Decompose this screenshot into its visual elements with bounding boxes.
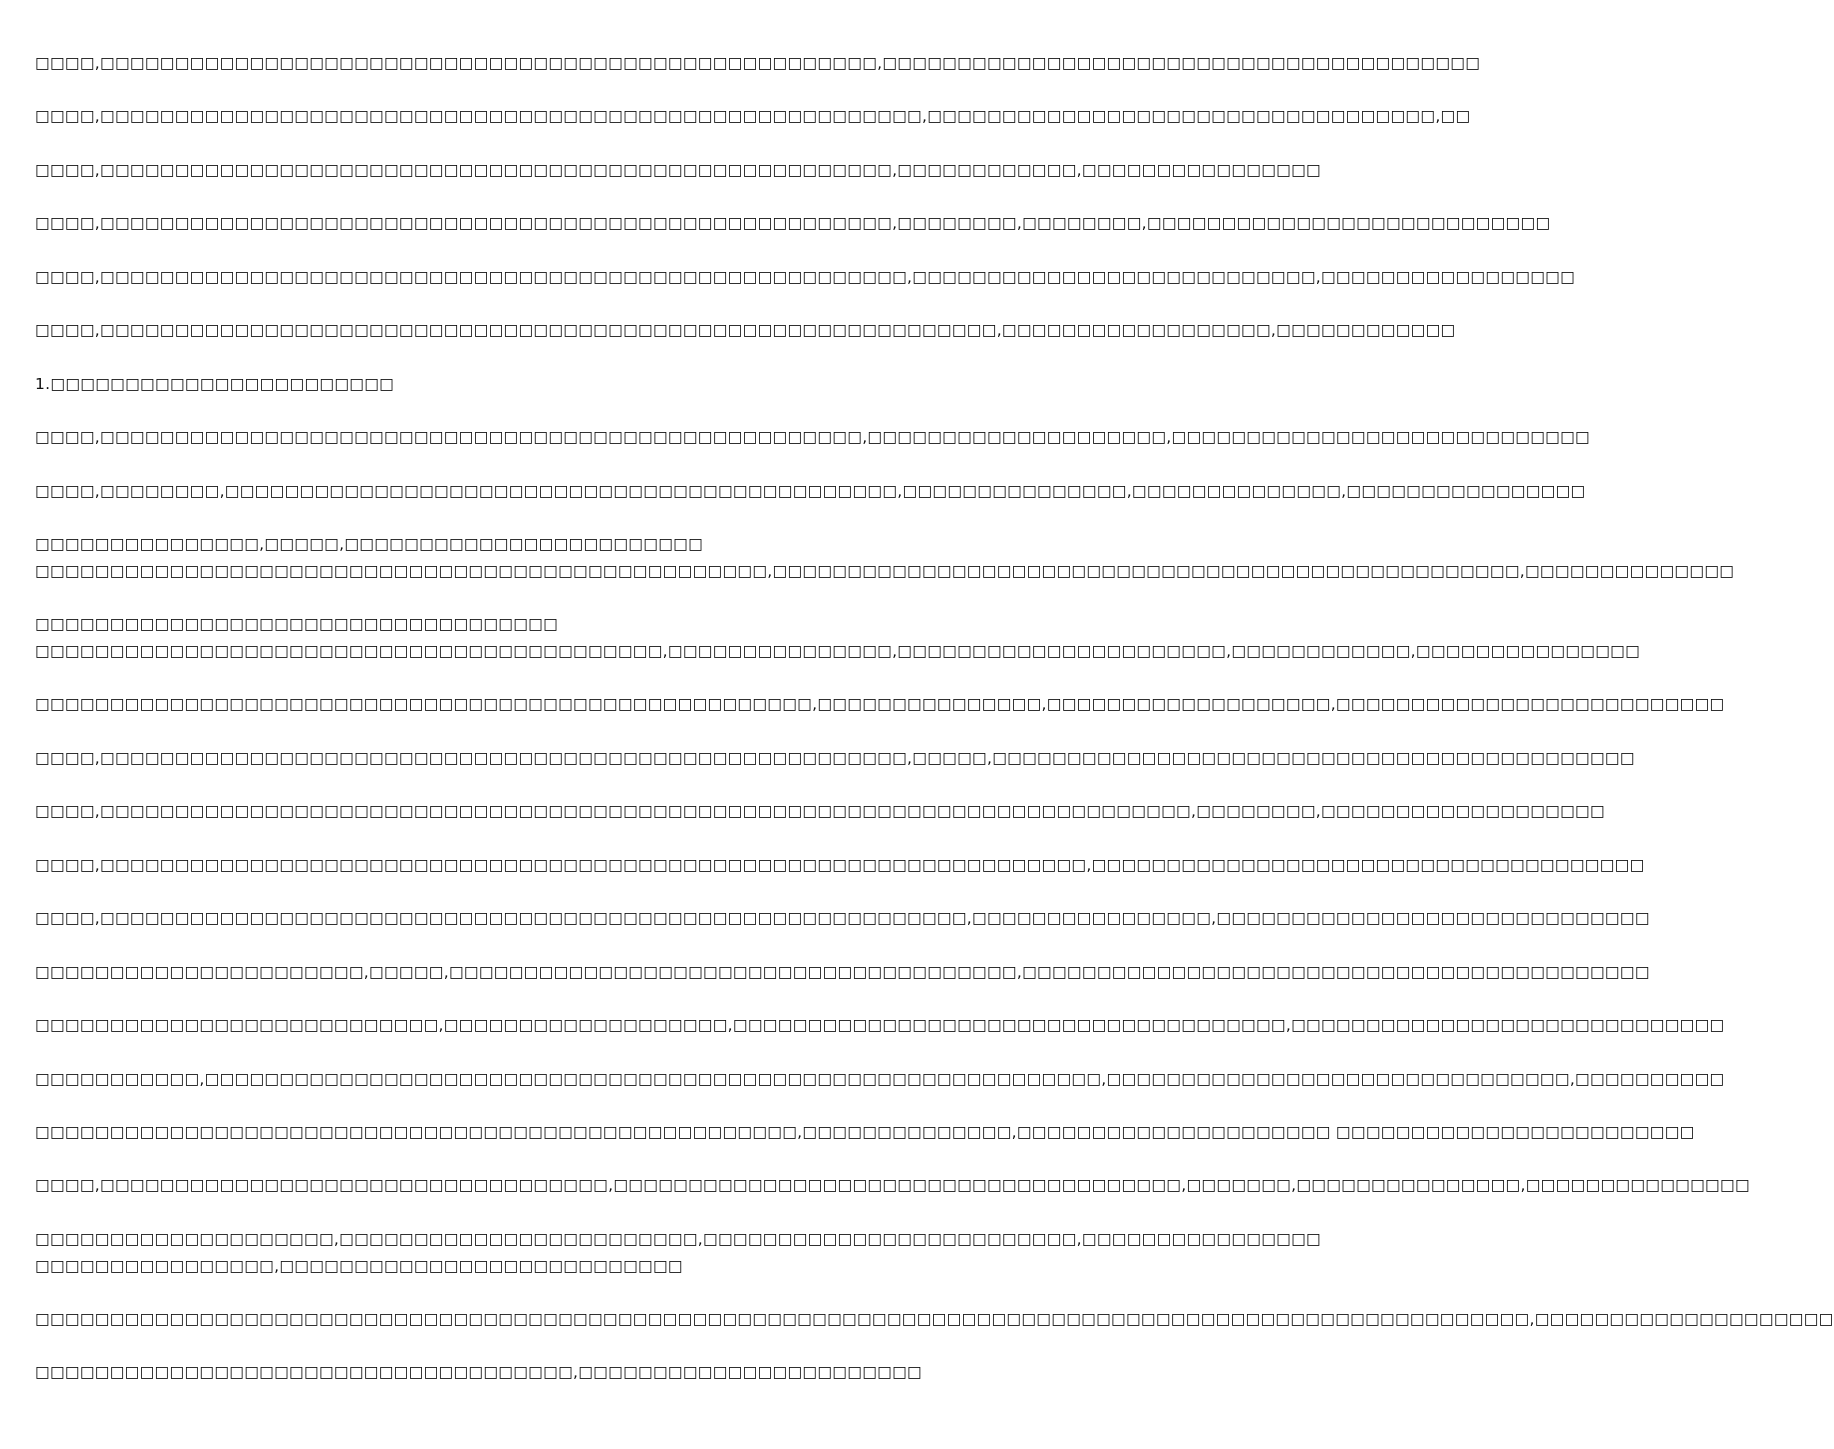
paragraph-line: □□□□□□□□□□□□□□□□□□□□□□□□□□□□□□□□□□□□□□□□□□□□□□□□□,□□□□□□□□□□□□□□□□□□□□□□□□□□□□□□□□□□□□□□□□□□□□□□□□□□,□□□□□□□□□□□□□□ xyxy=(35,562,1735,580)
paragraph-line: □□□□□□□□□□□□□□□□□□□□□□□□□□□□□□□□□□□□,□□□□□□□□□□□□□□□□□□□□□□□ xyxy=(35,1363,922,1381)
section-heading: 1.□□□□□□□□□□□□□□□□□□□□□□□ xyxy=(35,375,395,393)
paragraph-line: □□□□,□□□□□□□□□□□□□□□□□□□□□□□□□□□□□□□□□□□□□□□□□□□□□□□□□□□□□□□□□□,□□□□□□□□□□□□□□□□,□□□□□□□□□□□□□□□□□□□□□□□□□□□□□ xyxy=(35,909,1650,927)
paragraph-line: □□□□,□□□□□□□□□□□□□□□□□□□□□□□□□□□□□□□□□□□□□□□□□□□□□□□□□□□,□□□□□□□□□□□□□□□□□□□□,□□□□□□□□□□□□□□□□□□□□□□□□□□□□ xyxy=(35,428,1590,446)
paragraph-line: □□□□□□□□□□□□□□□□□□□□□□□□□□□□□□□□□□□□□□□□□□□□□□□□□□□,□□□□□□□□□□□□□□,□□□□□□□□□□□□□□□□□□□□□ □□□□□□□□□□□□□□□□□□□□□□□□ xyxy=(35,1123,1695,1141)
paragraph-line: □□□□□□□□□□□□□□□□□□□□□□□□□□□□□□□□□□□ xyxy=(35,615,559,633)
paragraph-line: □□□□,□□□□□□□□□□□□□□□□□□□□□□□□□□□□□□□□□□□□□□□□□□□□□□□□□□□□□□□□□□□□□□□□□□,□□□□□□□□□□□□□□□□□□□□□□□□□□□□□□□□□□□□□ xyxy=(35,856,1645,874)
paragraph-line: □□□□□□□□□□□□□□□□□□□□□□□□□□□□□□□□□□□□□□□□□□□□□□□□□□□□□□□□□□□□□□□□□□□□□□□□□□□□□□□□□□□□□□□□□□□□□□□□□□□□,□□□□□□□□□□□□□□□□□□□□ xyxy=(35,1310,1834,1328)
paragraph-line: □□□□,□□□□□□□□□□□□□□□□□□□□□□□□□□□□□□□□□□□□□□□□□□□□□□□□□□□□□□,□□□□□,□□□□□□□□□□□□□□□□□□□□□□□□□□□□□□□□□□□□□□□□□□□ xyxy=(35,749,1635,767)
paragraph-line: □□□□□□□□□□□□□□□□□□□□□□,□□□□□,□□□□□□□□□□□□□□□□□□□□□□□□□□□□□□□□□□□□□□,□□□□□□□□□□□□□□□□□□□□□□□□□□□□□□□□□□□□□□□□□□ xyxy=(35,963,1650,981)
paragraph-line: □□□□,□□□□□□□□,□□□□□□□□□□□□□□□□□□□□□□□□□□□□□□□□□□□□□□□□□□□□□,□□□□□□□□□□□□□□□,□□□□□□□□□□□□□□,□□□□□□□□□□□□□□□□ xyxy=(35,482,1586,500)
paragraph-line: □□□□,□□□□□□□□□□□□□□□□□□□□□□□□□□□□□□□□□□□□□□□□□□□□□□□□□□□□,□□□□□□□□□□□□□□□□□□□□□□□□□□□□□□□□□□□□□□□□ xyxy=(35,54,1481,72)
paragraph-line: □□□□□□□□□□□□□□□□□□□□□□□□□□□□□□□□□□□□□□□□□□,□□□□□□□□□□□□□□□,□□□□□□□□□□□□□□□□□□□□□□,□□□□□□□□□□□□,□□□□□□□□□□□□□□□ xyxy=(35,642,1641,660)
paragraph-line: □□□□,□□□□□□□□□□□□□□□□□□□□□□□□□□□□□□□□□□□□□□□□□□□□□□□□□□□□□□□□□□□□,□□□□□□□□□□□□□□□□□□,□□□□□□□□□□□□ xyxy=(35,321,1456,339)
paragraph-line: □□□□,□□□□□□□□□□□□□□□□□□□□□□□□□□□□□□□□□□□□□□□□□□□□□□□□□□□□□□□,□□□□□□□□□□□□□□□□□□□□□□□□□□□□□□□□□□,□□ xyxy=(35,107,1471,125)
paragraph-line: □□□□□□□□□□□□□□□□,□□□□□□□□□□□□□□□□□□□□□□□□□□□ xyxy=(35,1257,683,1275)
paragraph-line: □□□□□□□□□□□□□□□□□□□□□□□□□□□,□□□□□□□□□□□□□□□□□□□,□□□□□□□□□□□□□□□□□□□□□□□□□□□□□□□□□□□□□,□□□□□□□□□□□□□□□□□□□□□□□□□□□□□ xyxy=(35,1016,1725,1034)
paragraph-line: □□□□□□□□□□□□□□□□□□□□□□□□□□□□□□□□□□□□□□□□□□□□□□□□□□□□,□□□□□□□□□□□□□□□,□□□□□□□□□□□□□□□□□□□,□□□□□□□□□□□□□□□□□□□□□□□□□□ xyxy=(35,695,1725,713)
paragraph-line: □□□□□□□□□□□□□□□□□□□□,□□□□□□□□□□□□□□□□□□□□□□□□,□□□□□□□□□□□□□□□□□□□□□□□□□,□□□□□□□□□□□□□□□□ xyxy=(35,1230,1321,1248)
paragraph-line: □□□□,□□□□□□□□□□□□□□□□□□□□□□□□□□□□□□□□□□□□□□□□□□□□□□□□□□□□□□,□□□□□□□□□□□□□□□□□□□□□□□□□□□,□□□□□□□□□□□□□□□□□ xyxy=(35,268,1576,286)
paragraph-line: □□□□,□□□□□□□□□□□□□□□□□□□□□□□□□□□□□□□□□□,□□□□□□□□□□□□□□□□□□□□□□□□□□□□□□□□□□□□□□,□□□□□□□,□□□□□□□□□□□□□□□,□□□□□□□□□□□□□□□ xyxy=(35,1176,1750,1194)
paragraph-line: □□□□,□□□□□□□□□□□□□□□□□□□□□□□□□□□□□□□□□□□□□□□□□□□□□□□□□□□□□,□□□□□□□□□□□□,□□□□□□□□□□□□□□□□ xyxy=(35,161,1321,179)
paragraph-line: □□□□□□□□□□□,□□□□□□□□□□□□□□□□□□□□□□□□□□□□□□□□□□□□□□□□□□□□□□□□□□□□□□□□□□□□,□□□□□□□□□□□□□□□□□□□□□□□□□□□□□□□,□□□□□□□□□□ xyxy=(35,1070,1725,1088)
paragraph-line: □□□□,□□□□□□□□□□□□□□□□□□□□□□□□□□□□□□□□□□□□□□□□□□□□□□□□□□□□□□□□□□□□□□□□□□□□□□□□□,□□□□□□□□,□□□□□□□□□□□□□□□□□□□ xyxy=(35,802,1605,820)
paragraph-line: □□□□□□□□□□□□□□□,□□□□□,□□□□□□□□□□□□□□□□□□□□□□□□ xyxy=(35,535,704,553)
paragraph-line: □□□□,□□□□□□□□□□□□□□□□□□□□□□□□□□□□□□□□□□□□□□□□□□□□□□□□□□□□□,□□□□□□□□,□□□□□□□□,□□□□□□□□□□□□□□□□□□□□□□□□□□□ xyxy=(35,214,1551,232)
